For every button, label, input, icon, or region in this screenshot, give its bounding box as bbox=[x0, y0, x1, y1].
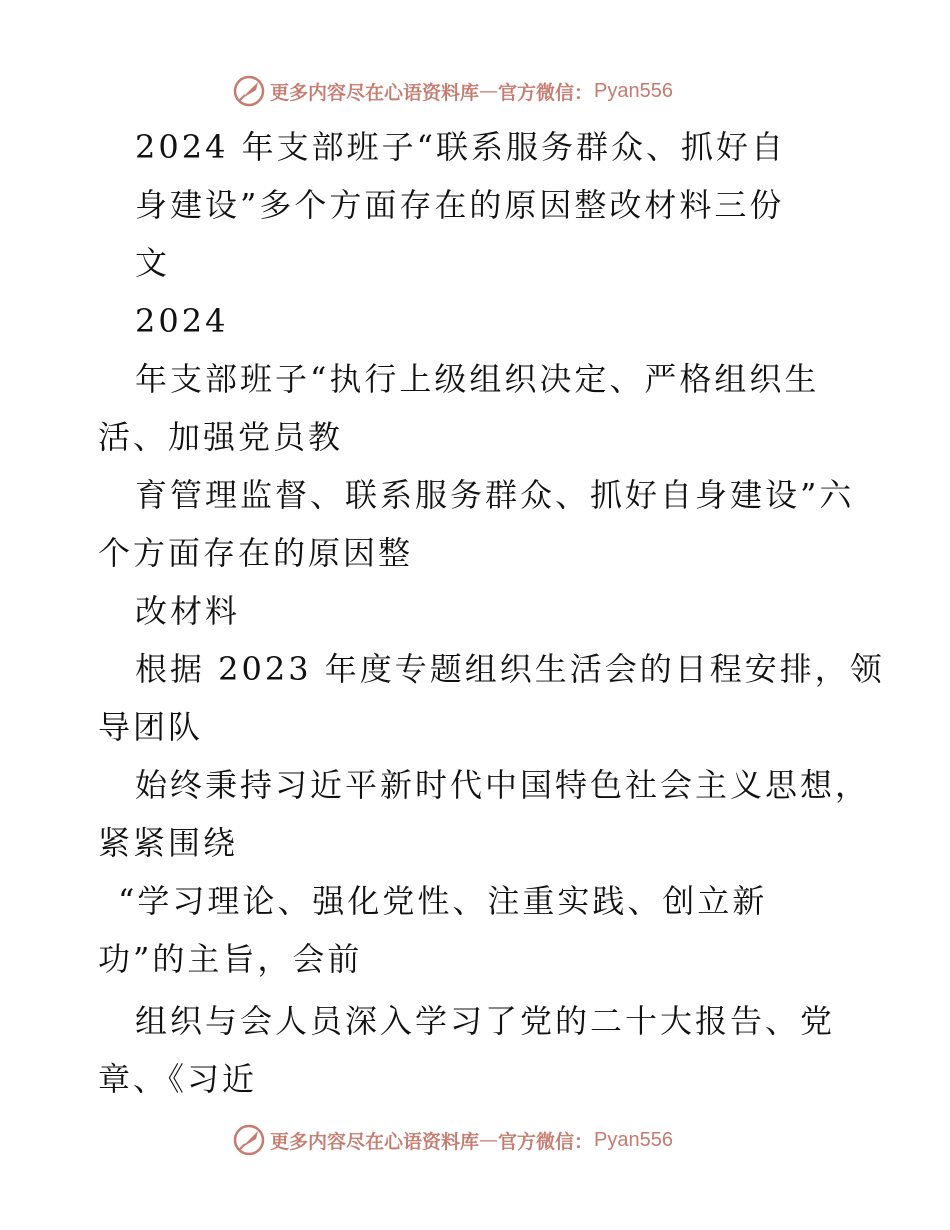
watermark-dash: — bbox=[479, 80, 499, 102]
header-watermark bbox=[232, 73, 673, 109]
watermark-dash: — bbox=[479, 1129, 499, 1151]
body-line: 活、加强党员教 bbox=[98, 418, 344, 456]
body-line: 年支部班子“执行上级组织决定、严格组织生 bbox=[135, 360, 820, 398]
watermark-wechat-label: 官方微信： bbox=[498, 1130, 594, 1153]
title-line: 身建设”多个方面存在的原因整改材料三份 bbox=[135, 186, 785, 224]
body-line: 功”的主旨，会前 bbox=[98, 940, 363, 978]
body-line: 2024 bbox=[135, 302, 229, 340]
body-line: 始终秉持习近平新时代中国特色社会主义思想， bbox=[135, 766, 871, 804]
pen-nib-logo-icon bbox=[232, 74, 266, 108]
body-line: 组织与会人员深入学习了党的二十大报告、党 bbox=[135, 1002, 836, 1040]
body-line: 改材料 bbox=[135, 592, 241, 630]
body-line: 紧紧围绕 bbox=[98, 824, 239, 862]
body-line: 个方面存在的原因整 bbox=[98, 534, 414, 572]
watermark-main-text: 更多内容尽在心语资料库 bbox=[270, 1130, 480, 1153]
pen-nib-logo-icon bbox=[232, 1123, 266, 1157]
title-line: 2024 年支部班子“联系服务群众、抓好自 bbox=[135, 128, 786, 166]
title-line: 文 bbox=[135, 244, 171, 282]
watermark-wechat-label: 官方微信： bbox=[498, 81, 594, 104]
watermark-main-text: 更多内容尽在心语资料库 bbox=[270, 81, 480, 104]
body-line: 根据 2023 年度专题组织生活会的日程安排，领 bbox=[135, 650, 885, 688]
body-line: 章、《习近 bbox=[98, 1060, 258, 1098]
watermark-wechat-id: Pyan556 bbox=[594, 1128, 673, 1151]
watermark-wechat-id: Pyan556 bbox=[594, 79, 673, 102]
footer-watermark bbox=[232, 1122, 673, 1158]
body-line: “学习理论、强化党性、注重实践、创立新 bbox=[118, 882, 768, 920]
body-line: 育管理监督、联系服务群众、抓好自身建设”六 bbox=[135, 476, 855, 514]
body-line: 导团队 bbox=[98, 708, 204, 746]
